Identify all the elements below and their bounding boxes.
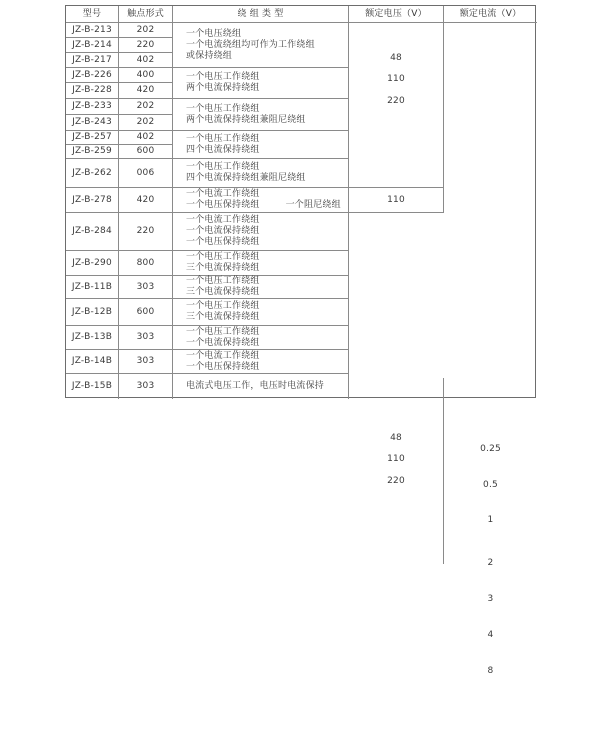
contact-cell: 600 (119, 299, 173, 326)
winding-line: 一个电压保持绕组 (186, 237, 260, 247)
voltage-value: 220 (387, 476, 405, 486)
contact-cell: 402 (119, 131, 173, 145)
contact-cell: 220 (119, 38, 173, 53)
winding-line: 两个电流保持绕组 (186, 83, 260, 93)
winding-line: 两个电流保持绕组兼阻尼绕组 (186, 114, 306, 125)
voltage-cell (349, 23, 444, 188)
winding-line: 一个电压工作绕组 (186, 326, 260, 337)
winding-line (186, 200, 341, 211)
header-cell-contact-form: 触点形式 (119, 6, 173, 23)
header-cell-winding-type: 绕 组 类 型 (173, 6, 349, 23)
winding-cell (173, 159, 349, 188)
voltage-value: 48 (390, 53, 402, 63)
model-cell: JZ-B-213 (66, 23, 119, 38)
model-cell: JZ-B-11B (66, 276, 119, 299)
voltage-cell (349, 378, 444, 564)
model-cell: JZ-B-257 (66, 131, 119, 145)
winding-line: 电流式电压工作，电压时电流保持 (186, 381, 325, 391)
winding-cell (173, 299, 349, 326)
winding-cell (173, 131, 349, 159)
contact-cell: 600 (119, 145, 173, 159)
header-cell-rated-current: 额定电流（V） (444, 6, 537, 23)
contact-cell: 400 (119, 68, 173, 83)
winding-line: 一个电压工作绕组 (186, 162, 260, 172)
model-cell: JZ-B-284 (66, 213, 119, 251)
contact-cell: 420 (119, 188, 173, 213)
voltage-value: 220 (387, 96, 405, 106)
winding-line: 一个电压工作绕组 (186, 72, 260, 82)
header-cell-rated-voltage: 额定电压（V） (349, 6, 444, 23)
current-value: 0.5 (483, 480, 498, 490)
model-cell: JZ-B-15B (66, 374, 119, 399)
model-cell: JZ-B-259 (66, 145, 119, 159)
winding-cell (173, 326, 349, 350)
winding-cell (173, 251, 349, 276)
model-cell: JZ-B-214 (66, 38, 119, 53)
voltage-value: 110 (387, 74, 405, 84)
model-cell: JZ-B-12B (66, 299, 119, 326)
winding-line: 三个电流保持绕组 (186, 312, 260, 322)
voltage-cell (349, 188, 444, 213)
winding-line: 一个电流保持绕组 (186, 226, 260, 236)
winding-line: 一个电压绕组 (186, 28, 242, 39)
winding-line: 三个电流保持绕组 (186, 263, 260, 273)
winding-line: 一个电压工作绕组 (186, 276, 260, 286)
winding-cell (173, 188, 349, 213)
model-cell: JZ-B-262 (66, 159, 119, 188)
winding-line: 一个电流工作绕组 (186, 189, 260, 199)
model-cell: JZ-B-228 (66, 83, 119, 99)
current-value: 4 (487, 630, 494, 640)
winding-cell (173, 23, 349, 68)
model-cell: JZ-B-243 (66, 115, 119, 131)
contact-cell: 220 (119, 213, 173, 251)
voltage-value: 110 (387, 194, 405, 205)
header-cell-model: 型号 (66, 6, 119, 23)
current-value: 8 (487, 666, 494, 676)
winding-line: 一个电压工作绕组 (186, 103, 260, 114)
contact-cell: 402 (119, 53, 173, 68)
voltage-value: 110 (387, 454, 405, 464)
winding-line: 一个电压工作绕组 (186, 252, 260, 262)
contact-cell: 006 (119, 159, 173, 188)
model-cell: JZ-B-14B (66, 350, 119, 374)
winding-line: 四个电流保持绕组 (186, 144, 260, 155)
winding-line: 一个电压工作绕组 (186, 301, 260, 311)
model-cell: JZ-B-290 (66, 251, 119, 276)
model-cell: JZ-B-13B (66, 326, 119, 350)
contact-cell: 202 (119, 99, 173, 115)
relay-spec-table (65, 5, 536, 676)
contact-cell: 202 (119, 115, 173, 131)
voltage-value: 48 (390, 433, 402, 443)
model-cell: JZ-B-233 (66, 99, 119, 115)
winding-cell (173, 374, 349, 399)
winding-line: 一个电压保持绕组 (186, 361, 260, 372)
contact-cell: 303 (119, 350, 173, 374)
model-cell: JZ-B-278 (66, 188, 119, 213)
winding-line: 四个电流保持绕组兼阻尼绕组 (186, 173, 306, 183)
winding-cell (173, 213, 349, 251)
winding-cell (173, 68, 349, 99)
contact-cell: 303 (119, 326, 173, 350)
current-value: 3 (487, 594, 494, 604)
winding-cell (173, 99, 349, 131)
winding-line: 一个电流工作绕组 (186, 215, 260, 225)
current-value: 2 (487, 558, 494, 568)
contact-cell: 800 (119, 251, 173, 276)
model-cell: JZ-B-217 (66, 53, 119, 68)
contact-cell: 303 (119, 374, 173, 399)
winding-line-part: 一个阻尼绕组 (285, 200, 341, 210)
current-cell (444, 374, 537, 750)
current-value: 1 (487, 515, 494, 525)
winding-line: 一个电压工作绕组 (186, 133, 260, 144)
contact-cell: 303 (119, 276, 173, 299)
winding-line: 一个电流绕组均可作为工作绕组 (186, 39, 315, 50)
winding-line: 一个电流保持绕组 (186, 337, 260, 348)
winding-cell (173, 276, 349, 299)
model-cell: JZ-B-226 (66, 68, 119, 83)
winding-line: 三个电流保持绕组 (186, 287, 260, 297)
winding-cell (173, 350, 349, 374)
winding-line: 或保持绕组 (186, 50, 233, 61)
contact-cell: 420 (119, 83, 173, 99)
current-value: 0.25 (480, 444, 501, 454)
winding-line-part: 一个电压保持绕组 (186, 200, 260, 210)
winding-line: 一个电流工作绕组 (186, 350, 260, 361)
contact-cell: 202 (119, 23, 173, 38)
